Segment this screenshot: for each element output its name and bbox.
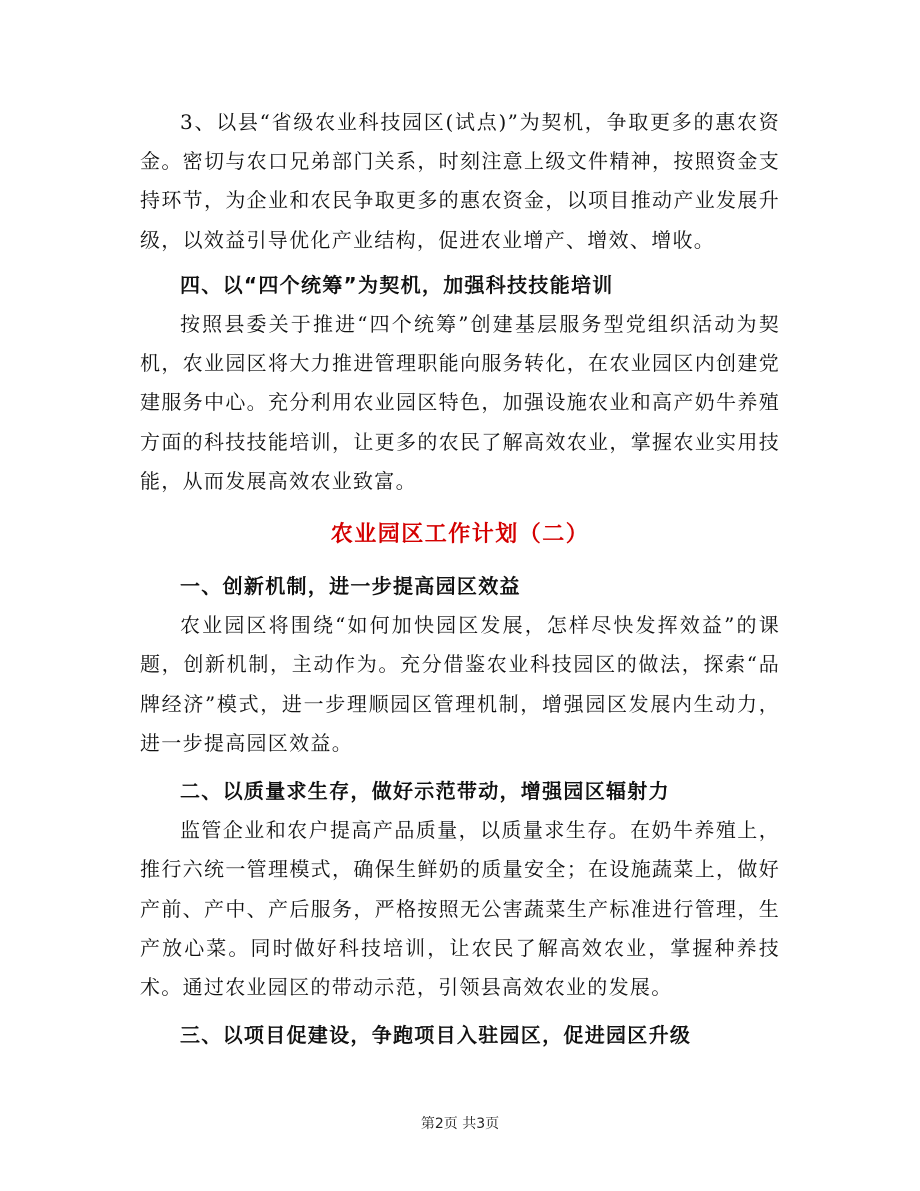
part-heading-3: 三、以项目促建设，争跑项目入驻园区，促进园区升级: [180, 1023, 692, 1048]
part-body-2: 监管企业和农户提高产品质量，以质量求生存。在奶牛养殖上，推行六统一管理模式，确保生鲜奶的质量安全；在设施蔬菜上，做好产前、产中、产后服务，严格按照无公害蔬菜生产标准进行管理，生产放心菜。同时做好科技培训，让农民了解高效农业，掌握种养技术。通过农业园区的带动示范，引领县高效农业的发展。: [140, 818, 780, 1000]
paragraph-item-3: 3、以县“省级农业科技园区(试点)”为契机，争取更多的惠农资金。密切与农口兄弟部门关系，时刻注意上级文件精神，按照资金支持环节，为企业和农民争取更多的惠农资金，以项目推动产业发展升级，以效益引导优化产业结构，促进农业增产、增效、增收。: [140, 110, 780, 252]
document-page: [140, 103, 780, 1055]
part-heading-1: 一、创新机制，进一步提高园区效益: [180, 574, 521, 599]
section-heading-4: 四、以“四个统筹”为契机，加强科技技能培训: [180, 272, 614, 297]
document-title: 农业园区工作计划（二）: [330, 522, 590, 548]
part-body-1: 农业园区将围绕“如何加快园区发展，怎样尽快发挥效益”的课题，创新机制，主动作为。充分借鉴农业科技园区的做法，探索“品牌经济”模式，进一步理顺园区管理机制，增强园区发展内生动力，进一步提高园区效益。: [140, 613, 780, 755]
section-body-4: 按照县委关于推进“四个统筹”创建基层服务型党组织活动为契机，农业园区将大力推进管理职能向服务转化，在农业园区内创建党建服务中心。充分利用农业园区特色，加强设施农业和高产奶牛养殖方面的科技技能培训，让更多的农民了解高效农业，掌握农业实用技能，从而发展高效农业致富。: [140, 312, 780, 493]
page-number-footer: 第2页 共3页: [420, 1116, 500, 1132]
part-heading-2: 二、以质量求生存，做好示范带动，增强园区辐射力: [180, 779, 670, 804]
